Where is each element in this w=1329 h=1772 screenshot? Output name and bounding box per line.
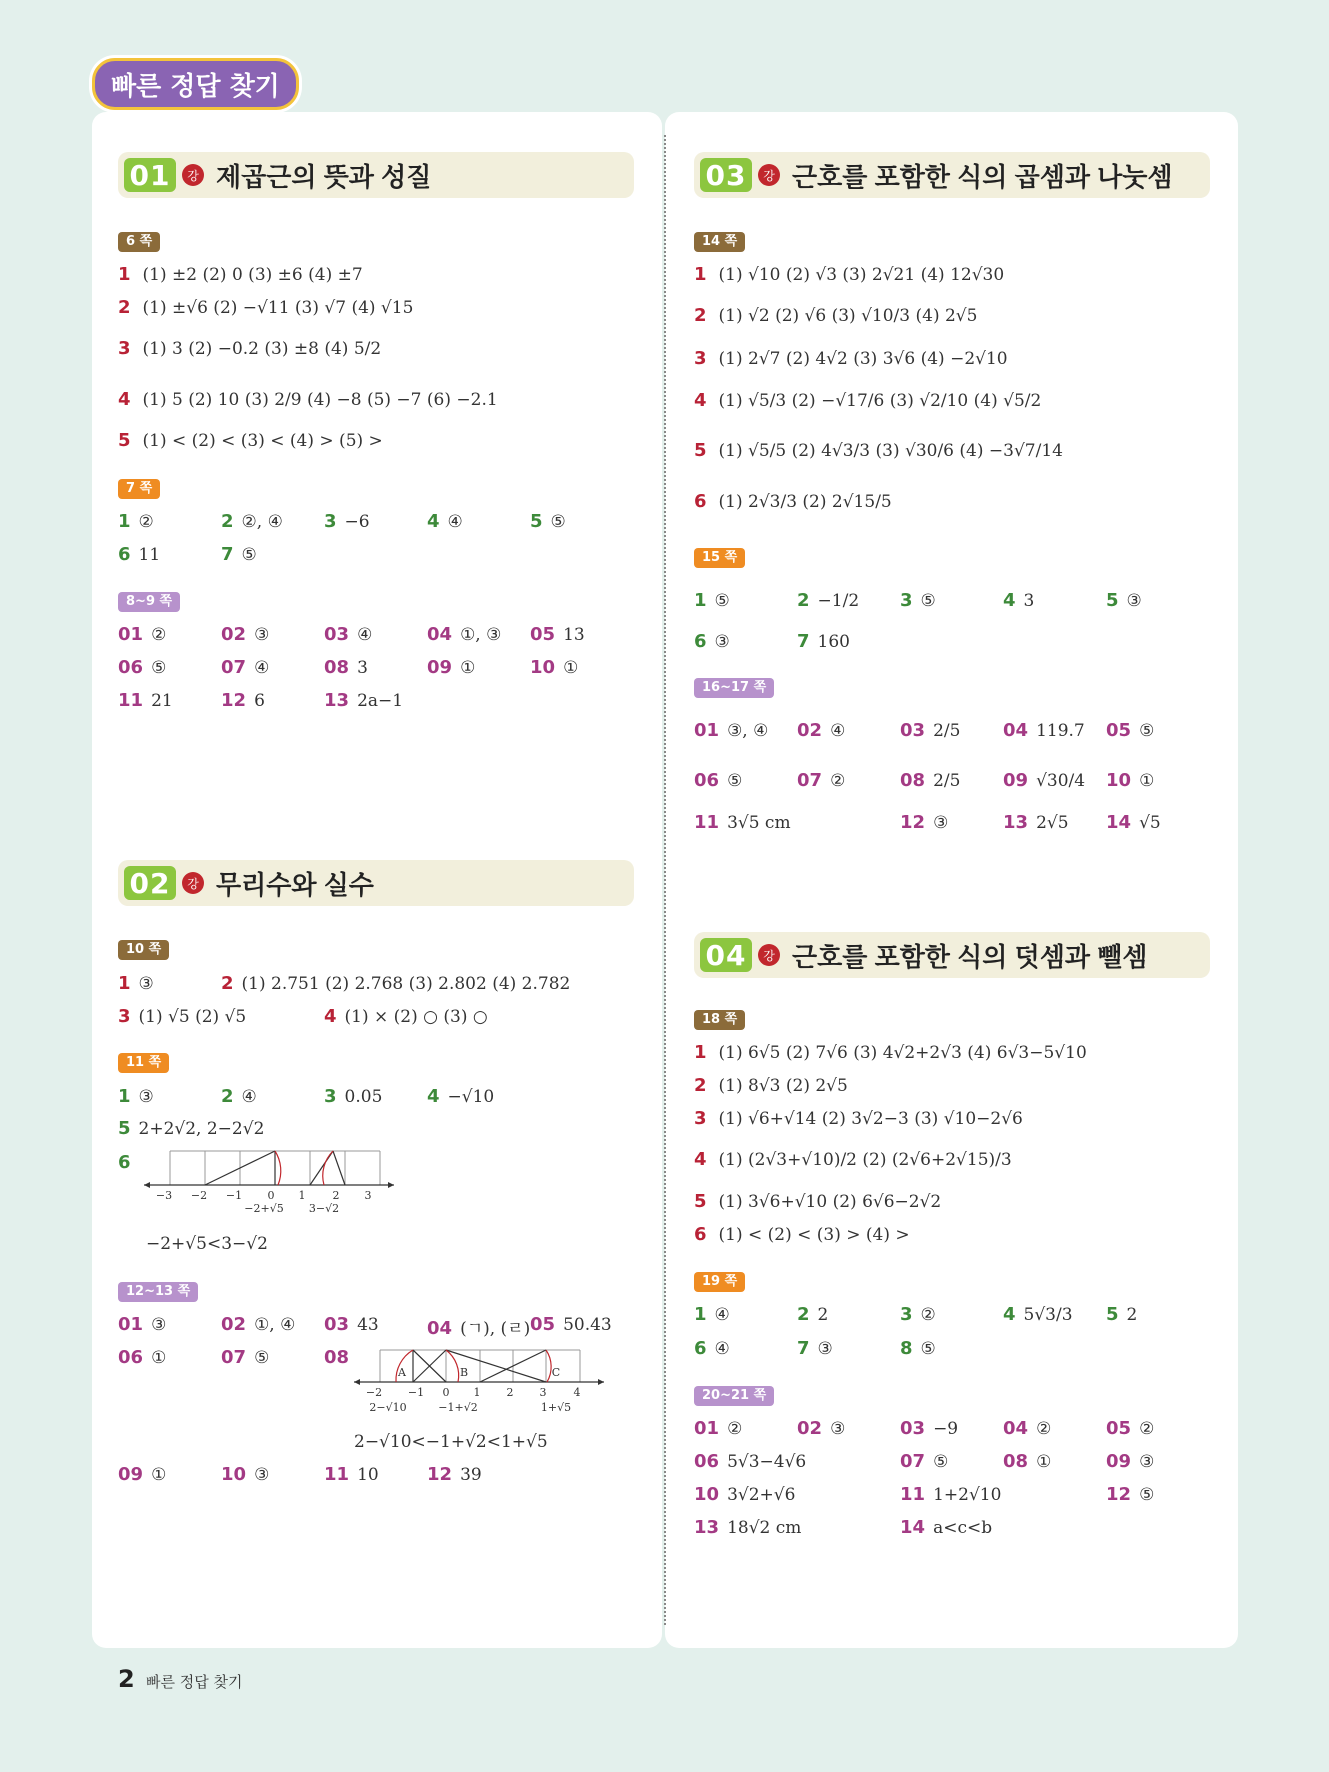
answer-item: 02 ④ [797,720,846,741]
lesson-header-04 [694,932,1210,978]
answer-line: 3 (1) √6+√14 (2) 3√2−3 (3) √10−2√6 [694,1108,1023,1129]
answer-line: 2 (1) ±√6 (2) −√11 (3) √7 (4) √15 [118,297,414,318]
answer-item: 3 ② [900,1304,936,1325]
answer-item: 08 [324,1347,350,1368]
tick-label: −1 [407,1386,425,1399]
answer-item: 07 ② [797,770,846,791]
tick-label: 0 [442,1386,450,1399]
answer-item: 03 43 [324,1314,379,1335]
answer-line: 5 (1) < (2) < (3) < (4) > (5) > [118,430,383,451]
answer-item: 04 ①, ③ [427,624,502,645]
tick-label: 3 [364,1189,372,1202]
answer-item: 1 ⑤ [694,590,730,611]
answer-line: 2 (1) 8√3 (2) 2√5 [694,1075,848,1096]
answer-item: 7 ⑤ [221,544,257,565]
answer-item: 10 ① [530,657,579,678]
answer-item: 12 ③ [900,812,949,833]
page-tag: 11 쪽 [118,1053,169,1073]
page-tag: 8~9 쪽 [118,592,180,612]
answer-line: 3 (1) 2√7 (2) 4√2 (3) 3√6 (4) −2√10 [694,348,1008,369]
answer-item: 6 ④ [694,1338,730,1359]
lesson-header-02 [118,860,634,906]
page-tag: 7 쪽 [118,479,160,499]
tick-label: 4 [573,1386,581,1399]
answer-item: 5 2 [1106,1304,1138,1325]
point-label: 1+√5 [540,1401,572,1414]
number-line-diagram [140,1145,400,1215]
answer-item: 01 ② [694,1418,743,1439]
answer-item: 13 2a−1 [324,690,404,711]
lesson-title: 무리수와 실수 [216,869,374,900]
gang-badge: 강 [758,944,780,966]
lesson-title: 제곱근의 뜻과 성질 [216,161,432,192]
answer-item: 1 ④ [694,1304,730,1325]
answer-item: 01 ② [118,624,167,645]
answer-item: 2 2 [797,1304,829,1325]
lesson-number: 01 [124,158,176,192]
answer-item: 5 ⑤ [530,511,566,532]
page-tag: 12~13 쪽 [118,1282,198,1302]
answer-item: 12 ⑤ [1106,1484,1155,1505]
answer-item: 14 a<c<b [900,1517,993,1538]
page-tag: 14 쪽 [694,232,745,252]
section-logo [92,58,299,110]
answer-item: 12 39 [427,1464,482,1485]
answer-item: 02 ③ [797,1418,846,1439]
page-tag: 10 쪽 [118,940,169,960]
answer-item: 4 −√10 [427,1086,495,1107]
tick-label: −2 [365,1386,383,1399]
answer-line: 2 (1) √2 (2) √6 (3) √10/3 (4) 2√5 [694,305,978,326]
answer-line: 1 (1) √10 (2) √3 (3) 2√21 (4) 12√30 [694,264,1005,285]
answer-line: 6 (1) < (2) < (3) > (4) > [694,1224,910,1245]
answer-item: 8 ⑤ [900,1338,936,1359]
answer-item: 6 [118,1152,131,1173]
answer-item: 06 ⑤ [118,657,167,678]
point-label: −2+√5 [244,1202,284,1215]
answer-item: 3 0.05 [324,1086,383,1107]
answer-line: 1 (1) 6√5 (2) 7√6 (3) 4√2+2√3 (4) 6√3−5√10 [694,1042,1087,1063]
lesson-header-03 [694,152,1210,198]
answer-item: 4 5√3/3 [1003,1304,1073,1325]
answer-item: 07 ⑤ [900,1451,949,1472]
answer-item: 1 ② [118,511,154,532]
answer-item: 4 ④ [427,511,463,532]
answer-item: 2 (1) 2.751 (2) 2.768 (3) 2.802 (4) 2.782 [221,973,571,994]
gang-badge: 강 [182,872,204,894]
answer-line: 5 (1) 3√6+√10 (2) 6√6−2√2 [694,1191,942,1212]
answer-item: 5 ③ [1106,590,1142,611]
answer-line: 4 (1) √5/3 (2) −√17/6 (3) √2/10 (4) √5/2 [694,390,1042,411]
answer-item: 07 ④ [221,657,270,678]
lesson-header-01 [118,152,634,198]
answer-item: 03 ④ [324,624,373,645]
page-tag: 19 쪽 [694,1272,745,1292]
answer-item: 02 ③ [221,624,270,645]
answer-line: 4 (1) 5 (2) 10 (3) 2/9 (4) −8 (5) −7 (6) −2.1 [118,389,498,410]
answer-line: 3 (1) 3 (2) −0.2 (3) ±8 (4) 5/2 [118,338,382,359]
lesson-number: 03 [700,158,752,192]
page-tag: 20~21 쪽 [694,1386,774,1406]
answer-item: 09 ① [427,657,476,678]
answer-item: 12 6 [221,690,265,711]
gang-badge: 강 [758,164,780,186]
answer-line: 5 (1) √5/5 (2) 4√3/3 (3) √30/6 (4) −3√7/14 [694,440,1063,461]
answer-item: 08 ① [1003,1451,1052,1472]
answer-item: 4 3 [1003,590,1035,611]
gang-badge: 강 [182,164,204,186]
tick-label: 1 [298,1189,306,1202]
point-label: 2−√10 [369,1401,407,1414]
answer-item: 10 ③ [221,1464,270,1485]
answer-item: 3 −6 [324,511,370,532]
point-label: −1+√2 [438,1401,478,1414]
page-tag: 15 쪽 [694,548,745,568]
answer-item: 06 ① [118,1347,167,1368]
page-number: 2 [118,1665,135,1693]
answer-item: 1 ③ [118,1086,154,1107]
answer-item: 04 (ㄱ), (ㄹ) [427,1318,531,1339]
answer-line: 6 (1) 2√3/3 (2) 2√15/5 [694,491,892,512]
answer-item: 03 −9 [900,1418,959,1439]
page-tag: 18 쪽 [694,1010,745,1030]
point-label: 3−√2 [308,1202,340,1215]
answer-item: 1 ③ [118,973,154,994]
answer-item: 6 11 [118,544,161,565]
answer-item: 10 3√2+√6 [694,1484,796,1505]
page-tag: 16~17 쪽 [694,678,774,698]
answer-item: 4 (1) × (2) ○ (3) ○ [324,1006,488,1027]
answer-item: 11 21 [118,690,173,711]
tick-label: 3 [539,1386,547,1399]
answer-item: 09 ③ [1106,1451,1155,1472]
tick-label: −1 [225,1189,243,1202]
tick-label: −3 [155,1189,173,1202]
answer-item: 01 ③ [118,1314,167,1335]
answer-item: 04 ② [1003,1418,1052,1439]
footer-title: 빠른 정답 찾기 [146,1673,243,1691]
page-tag: 6 쪽 [118,232,160,252]
answer-line: 1 (1) ±2 (2) 0 (3) ±6 (4) ±7 [118,264,363,285]
answer-item: 06 ⑤ [694,770,743,791]
answer-item: 7 160 [797,631,850,652]
tick-label: 0 [267,1189,275,1202]
answer-item: 05 ⑤ [1106,720,1155,741]
answer-item: 14 √5 [1106,812,1161,833]
point-label: A [398,1366,406,1379]
answer-item: 09 ① [118,1464,167,1485]
answer-item: 13 2√5 [1003,812,1069,833]
tick-label: −2 [190,1189,208,1202]
lesson-number: 02 [124,866,176,900]
answer-item: 2 ②, ④ [221,511,283,532]
answer-item: 5 2+2√2, 2−2√2 [118,1118,265,1139]
answer-item: 04 119.7 [1003,720,1085,741]
answer-item: 11 10 [324,1464,379,1485]
logo-text: 빠른 정답 찾기 [111,71,280,102]
answer-item: 03 2/5 [900,720,961,741]
number-line-diagram [350,1342,610,1416]
tick-label: 2 [332,1189,340,1202]
answer-item: 08 3 [324,657,368,678]
answer-item: 05 13 [530,624,585,645]
answer-item: 10 ① [1106,770,1155,791]
answer-item: 13 18√2 cm [694,1517,802,1538]
answer-item: 02 ①, ④ [221,1314,296,1335]
answer-item: 05 ② [1106,1418,1155,1439]
answer-item: 6 ③ [694,631,730,652]
answer-item: 2 ④ [221,1086,257,1107]
lesson-title: 근호를 포함한 식의 덧셈과 뺄셈 [792,941,1148,972]
column-divider [664,135,666,1625]
answer-item: 01 ③, ④ [694,720,769,741]
answer-item: 08 2/5 [900,770,961,791]
lesson-title: 근호를 포함한 식의 곱셈과 나눗셈 [792,161,1173,192]
answer-item: 05 50.43 [530,1314,612,1335]
answer-item: 2 −1/2 [797,590,860,611]
tick-label: 1 [473,1386,481,1399]
answer-item: 11 1+2√10 [900,1484,1002,1505]
answer-item: 3 (1) √5 (2) √5 [118,1006,247,1027]
inequality-result: −2+√5<3−√2 [146,1234,268,1254]
tick-label: 2 [506,1386,514,1399]
answer-item: 11 3√5 cm [694,812,791,833]
inequality-result: 2−√10<−1+√2<1+√5 [354,1432,548,1452]
answer-line: 4 (1) (2√3+√10)/2 (2) (2√6+2√15)/3 [694,1149,1012,1170]
answer-item: 07 ⑤ [221,1347,270,1368]
lesson-number: 04 [700,938,752,972]
answer-item: 3 ⑤ [900,590,936,611]
point-label: C [551,1366,561,1379]
answer-item: 09 √30/4 [1003,770,1086,791]
point-label: B [459,1366,469,1379]
answer-item: 06 5√3−4√6 [694,1451,807,1472]
answer-item: 7 ③ [797,1338,833,1359]
